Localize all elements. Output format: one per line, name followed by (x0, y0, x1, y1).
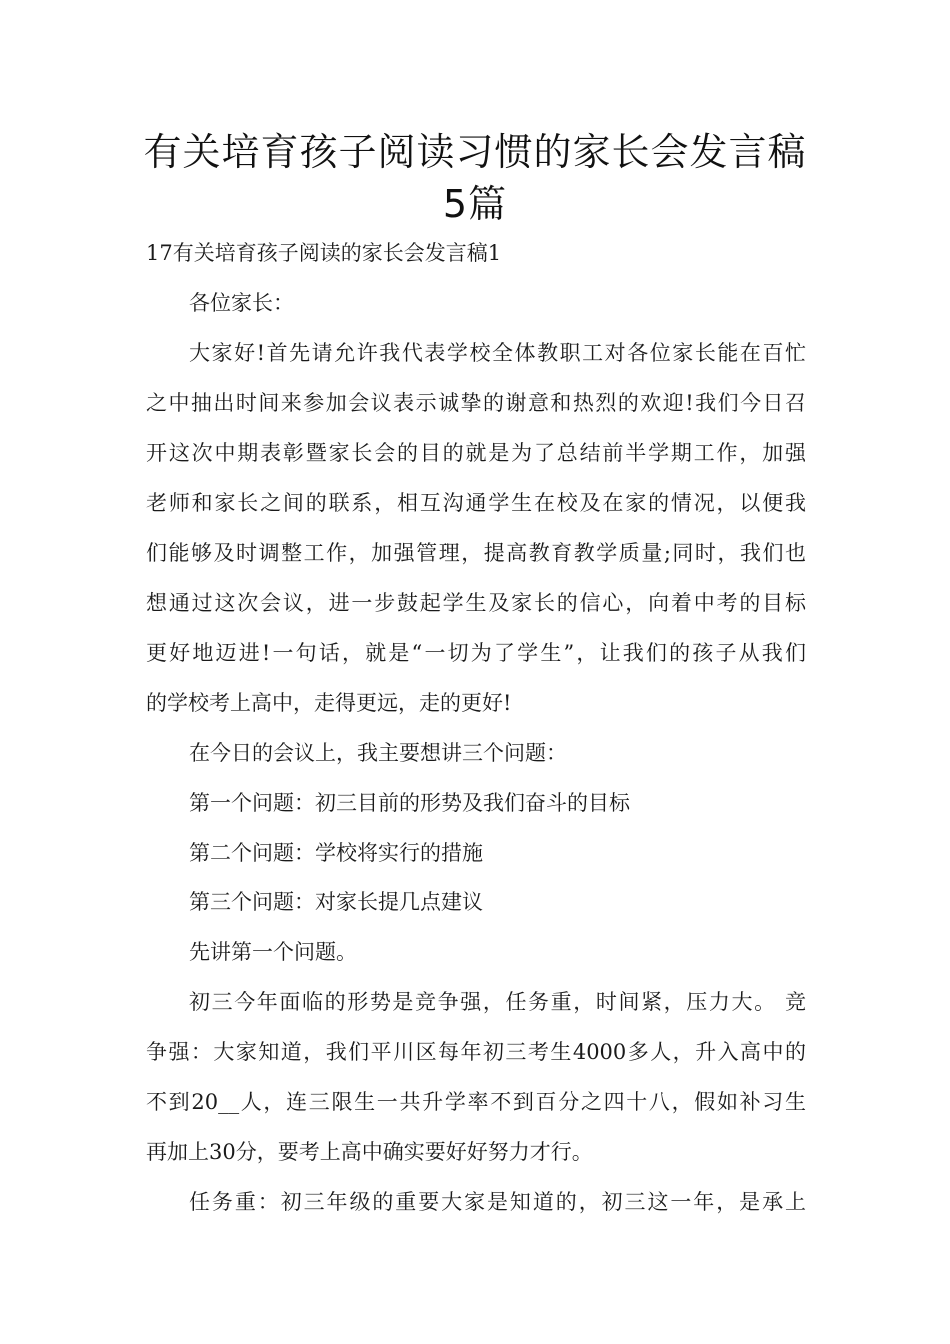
agenda-item-3: 第三个问题：对家长提几点建议 (189, 890, 483, 914)
agenda-intro: 在今日的会议上，我主要想讲三个问题： (189, 741, 567, 765)
intro-line: 老师和家长之间的联系，相互沟通学生在校及在家的情况，以便我 (146, 491, 806, 515)
intro-line: 开这次中期表彰暨家长会的目的就是为了总结前半学期工作，加强 (146, 441, 806, 465)
situation-line: 不到20__人，连三限生一共升学率不到百分之四十八，假如补习生 (146, 1090, 806, 1114)
document-title-line-1: 有关培育孩子阅读习惯的家长会发言稿 (143, 130, 807, 174)
document-title-line-2: 5篇 (442, 182, 508, 226)
greeting-line: 各位家长： (189, 291, 294, 315)
situation-line: 再加上30分，要考上高中确实要好好努力才行。 (146, 1140, 593, 1164)
intro-line: 大家好!首先请允许我代表学校全体教职工对各位家长能在百忙 (189, 341, 806, 365)
situation-line: 争强：大家知道，我们平川区每年初三考生4000多人，升入高中的 (146, 1040, 806, 1064)
agenda-item-2: 第二个问题：学校将实行的措施 (189, 841, 483, 865)
agenda-item-1: 第一个问题：初三目前的形势及我们奋斗的目标 (189, 791, 630, 815)
intro-line: 们能够及时调整工作，加强管理，提高教育教学质量;同时，我们也 (146, 541, 806, 565)
intro-line: 之中抽出时间来参加会议表示诚挚的谢意和热烈的欢迎!我们今日召 (146, 391, 806, 415)
intro-line: 想通过这次会议，进一步鼓起学生及家长的信心，向着中考的目标 (146, 591, 806, 615)
first-issue-line: 先讲第一个问题。 (189, 940, 357, 964)
situation-line: 初三今年面临的形势是竞争强，任务重，时间紧，压力大。 竞 (189, 990, 806, 1014)
section-heading: 17有关培育孩子阅读的家长会发言稿1 (146, 241, 502, 265)
intro-line: 的学校考上高中，走得更远，走的更好! (146, 691, 512, 715)
intro-line: 更好地迈进!一句话，就是“一切为了学生”，让我们的孩子从我们 (146, 641, 806, 665)
task-line: 任务重：初三年级的重要大家是知道的，初三这一年，是承上 (189, 1190, 806, 1214)
